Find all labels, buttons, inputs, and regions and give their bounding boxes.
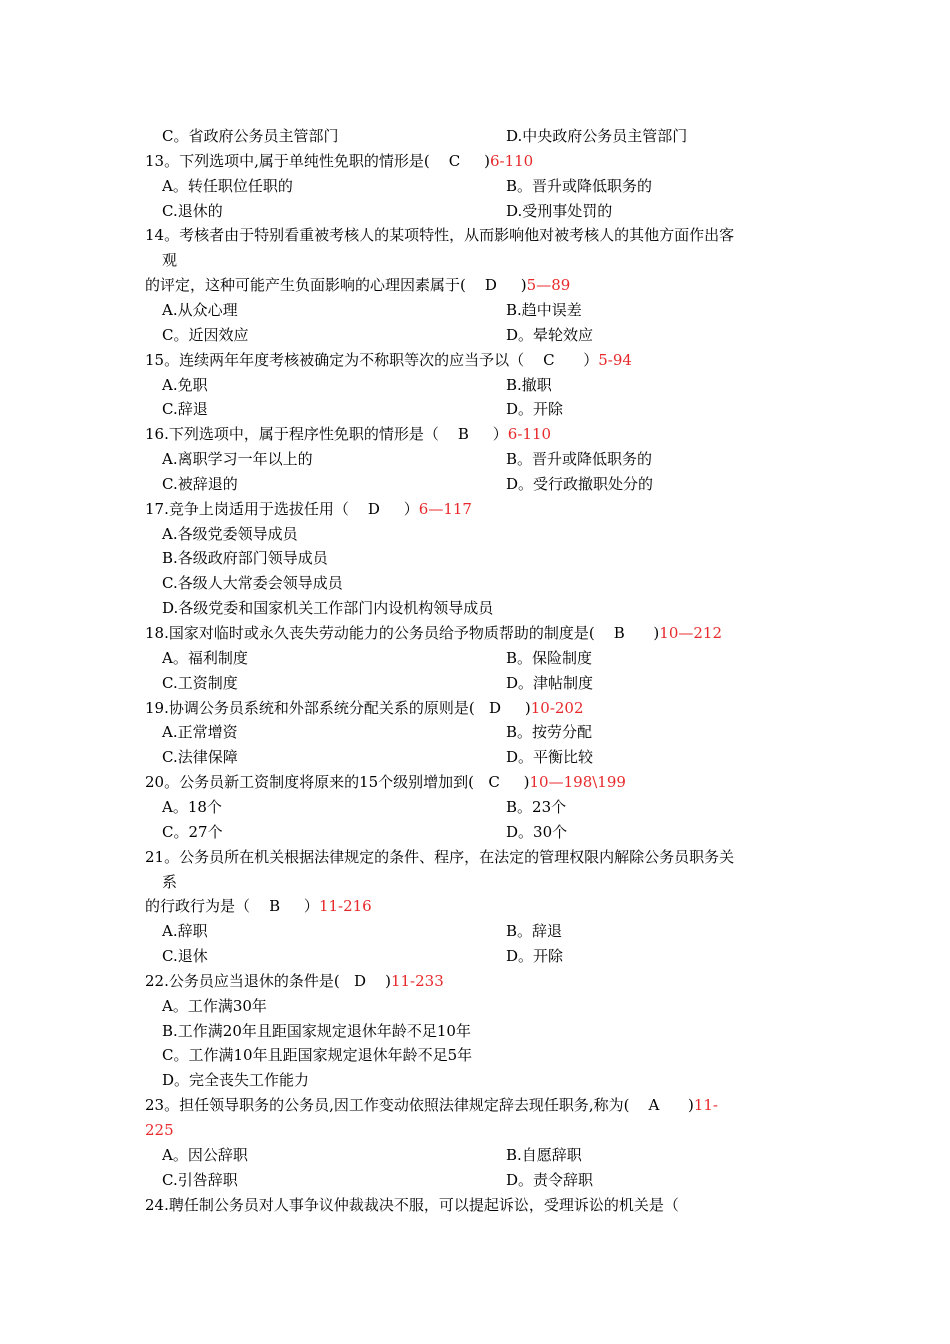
option-text: A。因公辞职	[162, 1145, 248, 1164]
option-text: B。23个	[506, 797, 567, 816]
option-text: C.退休的	[162, 201, 223, 220]
option-text: B。保险制度	[506, 648, 593, 667]
question-text	[145, 348, 632, 373]
question-text	[145, 1093, 718, 1118]
option-row	[0, 323, 950, 348]
option-text: A。工作满30年	[162, 996, 267, 1015]
page-reference: 11-216	[318, 897, 372, 916]
question-text	[145, 497, 472, 522]
question-line	[0, 845, 950, 870]
question-text	[145, 696, 584, 721]
question-stem: 21。公务员所在机关根据法律规定的条件、程序，在法定的管理权限内解除公务员职务关	[145, 847, 735, 866]
question-line	[0, 621, 950, 646]
question-text	[145, 969, 444, 994]
page-reference: 225	[145, 1121, 174, 1139]
question-text	[145, 149, 533, 174]
option-text: D。完全丧失工作能力	[162, 1071, 310, 1090]
question-stem: 14。考核者由于特别看重被考核人的某项特性，从而影响他对被考核人的其他方面作出客	[145, 226, 735, 245]
option-text: B。按劳分配	[506, 723, 593, 742]
option-row	[0, 720, 950, 745]
option-text: A.离职学习一年以上的	[162, 450, 313, 469]
option-text: C.法律保障	[162, 748, 238, 767]
option-row	[0, 546, 950, 571]
option-text: C.辞退	[162, 400, 208, 419]
option-text: D。受行政撤职处分的	[506, 474, 654, 493]
page-reference: 10—212	[659, 624, 722, 642]
option-text: B.撤职	[506, 375, 552, 394]
question-text	[145, 422, 551, 447]
question-line	[0, 696, 950, 721]
option-row	[0, 646, 950, 671]
question-text: 系	[162, 872, 178, 891]
option-row	[0, 1019, 950, 1044]
option-row	[0, 919, 950, 944]
page-reference: 11-	[693, 1096, 718, 1115]
option-text: B.趋中误差	[506, 300, 582, 319]
option-row	[0, 397, 950, 422]
option-text: D。责令辞职	[506, 1170, 594, 1189]
question-stem: 13。下列选项中,属于单纯性免职的情形是( C )	[145, 151, 490, 170]
option-text: A.从众心理	[162, 300, 238, 319]
question-stem: 19.协调公务员系统和外部系统分配关系的原则是( D )	[145, 698, 531, 717]
page-reference: 6-110	[507, 425, 552, 444]
question-stem: 22.公务员应当退休的条件是( D )	[145, 971, 391, 990]
question-text	[145, 1193, 679, 1218]
option-text: A.免职	[162, 375, 208, 394]
option-text: D.各级党委和国家机关工作部门内设机构领导成员	[162, 599, 494, 618]
option-text: B.自愿辞职	[506, 1145, 582, 1164]
question-line	[0, 497, 950, 522]
option-text: C。近因效应	[162, 325, 249, 344]
option-text: A.各级党委领导成员	[162, 524, 298, 543]
option-text: A。福利制度	[162, 648, 248, 667]
option-row	[0, 671, 950, 696]
question-text: 观	[162, 251, 178, 270]
page-reference: 5-94	[598, 350, 632, 369]
option-text: B.工作满20年且距国家规定退休年龄不足10年	[162, 1021, 471, 1040]
page-reference: 11-233	[390, 971, 444, 990]
option-row	[0, 820, 950, 845]
question-text	[145, 845, 734, 870]
option-row	[0, 373, 950, 398]
question-stem: 20。公务员新工资制度将原来的15个级别增加到( C )	[145, 773, 530, 792]
option-row	[0, 1168, 950, 1193]
question-stem: 16.下列选项中，属于程序性免职的情形是（ B ）	[145, 425, 508, 444]
option-row	[0, 1143, 950, 1168]
option-text: C.被辞退的	[162, 474, 238, 493]
question-stem: 23。担任领导职务的公务员,因工作变动依照法律规定辞去现任职务,称为( A )	[145, 1096, 694, 1115]
option-text: D.中央政府公务员主管部门	[506, 127, 688, 145]
page-reference: 6-110	[489, 151, 534, 170]
option-text: D。30个	[506, 822, 568, 841]
question-text	[145, 770, 626, 795]
option-row	[0, 522, 950, 547]
option-text: C。省政府公务员主管部门	[162, 127, 339, 145]
option-text: C.工资制度	[162, 673, 238, 692]
option-row	[0, 944, 950, 969]
option-text: C.退休	[162, 947, 208, 966]
page-reference: 6—117	[418, 499, 472, 518]
option-row	[0, 795, 950, 820]
question-stem: 的行政行为是（ B ）	[145, 897, 319, 916]
page-reference: 10—198\199	[529, 773, 626, 792]
option-row	[0, 1043, 950, 1068]
option-text: B。晋升或降低职务的	[506, 176, 653, 195]
question-wrap-line	[0, 870, 950, 895]
question-stem: 18.国家对临时或永久丧失劳动能力的公务员给予物质帮助的制度是( B )	[145, 624, 660, 642]
option-text: D.受刑事处罚的	[506, 201, 613, 220]
option-text: B。辞退	[506, 922, 563, 941]
option-text: A.正常增资	[162, 723, 238, 742]
option-text: D。开除	[506, 947, 564, 966]
question-line	[0, 770, 950, 795]
question-line	[0, 422, 950, 447]
question-line	[0, 273, 950, 298]
option-row	[0, 174, 950, 199]
page-reference: 5—89	[526, 276, 571, 295]
option-text: D。平衡比较	[506, 748, 594, 767]
page-reference-line	[0, 1118, 950, 1143]
option-text: A。18个	[162, 797, 222, 816]
option-row	[0, 447, 950, 472]
option-text: D。津帖制度	[506, 673, 594, 692]
option-text: B。晋升或降低职务的	[506, 450, 653, 469]
option-row	[0, 472, 950, 497]
option-row	[0, 1068, 950, 1093]
option-text: C。工作满10年且距国家规定退休年龄不足5年	[162, 1046, 473, 1065]
option-row	[0, 596, 950, 621]
option-row	[0, 571, 950, 596]
question-stem: 15。连续两年年度考核被确定为不称职等次的应当予以（ C ）	[145, 350, 599, 369]
option-text: A。转任职位任职的	[162, 176, 293, 195]
option-row	[0, 994, 950, 1019]
option-text: D。晕轮效应	[506, 325, 594, 344]
option-text: C。27个	[162, 822, 223, 841]
option-row	[0, 298, 950, 323]
option-text: D。开除	[506, 400, 564, 419]
option-text: B.各级政府部门领导成员	[162, 549, 328, 568]
question-line	[0, 1093, 950, 1118]
question-line	[0, 223, 950, 248]
question-stem: 17.竞争上岗适用于选拔任用（ D ）	[145, 499, 419, 518]
option-row	[0, 745, 950, 770]
question-text	[145, 621, 722, 646]
page-reference: 10-202	[530, 698, 584, 717]
question-text	[145, 223, 734, 248]
option-text: A.辞职	[162, 922, 208, 941]
option-text: C.引咎辞职	[162, 1170, 238, 1189]
question-line	[0, 969, 950, 994]
question-line	[0, 894, 950, 919]
question-text	[145, 273, 570, 298]
question-stem: 24.聘任制公务员对人事争议仲裁裁决不服，可以提起诉讼，受理诉讼的机关是（	[145, 1195, 679, 1214]
option-row	[0, 199, 950, 224]
question-stem: 的评定，这种可能产生负面影响的心理因素属于( D )	[145, 276, 527, 295]
question-text	[145, 894, 372, 919]
option-text: C.各级人大常委会领导成员	[162, 574, 343, 593]
question-line	[0, 1193, 950, 1218]
option-row	[0, 124, 950, 149]
question-wrap-line	[0, 248, 950, 273]
question-line	[0, 348, 950, 373]
question-line	[0, 149, 950, 174]
